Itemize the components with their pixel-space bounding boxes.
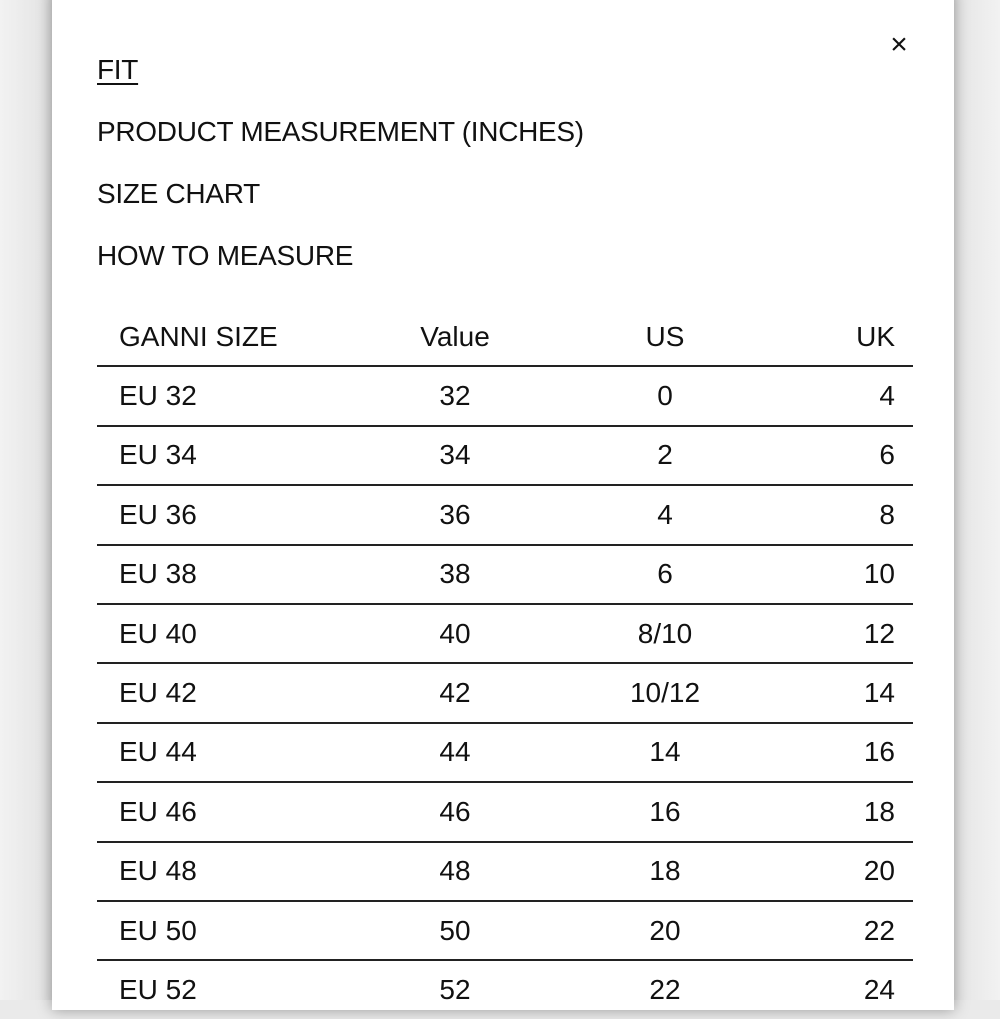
table-row: EU 40 40 8/10 12 <box>97 605 913 664</box>
cell-uk: 10 <box>863 558 895 590</box>
header-ganni-size: GANNI SIZE <box>119 320 278 352</box>
table-row: EU 38 38 6 10 <box>97 546 913 605</box>
cell-uk: 24 <box>863 973 895 1005</box>
cell-ganni-size: EU 32 <box>119 380 197 412</box>
tab-how-to-measure[interactable] <box>97 236 584 298</box>
tab-size-chart-label: SIZE CHART <box>97 178 260 209</box>
table-row: EU 44 44 14 16 <box>97 724 913 783</box>
table-row: EU 48 48 18 20 <box>97 843 913 902</box>
cell-uk: 4 <box>879 380 895 412</box>
cell-ganni-size: EU 38 <box>119 558 197 590</box>
cell-uk: 20 <box>863 855 895 887</box>
tab-fit-label: FIT <box>97 54 139 85</box>
cell-ganni-size: EU 44 <box>119 736 197 768</box>
cell-ganni-size: EU 52 <box>119 973 197 1005</box>
cell-ganni-size: EU 34 <box>119 439 197 471</box>
table-row: EU 50 50 20 22 <box>97 902 913 961</box>
cell-ganni-size: EU 40 <box>119 617 197 649</box>
cell-uk: 12 <box>863 617 895 649</box>
table-row: EU 36 36 4 8 <box>97 486 913 545</box>
table-row: EU 34 34 2 6 <box>97 427 913 486</box>
tab-product-measurement-label: PRODUCT MEASUREMENT (INCHES) <box>97 116 584 147</box>
cell-uk: 6 <box>879 439 895 471</box>
size-table <box>97 308 913 1019</box>
table-row: EU 42 42 10/12 14 <box>97 664 913 723</box>
header-uk: UK <box>856 320 895 352</box>
size-guide-tabs <box>97 50 584 298</box>
cell-ganni-size: EU 46 <box>119 795 197 827</box>
tab-product-measurement[interactable] <box>97 112 584 174</box>
cell-ganni-size: EU 50 <box>119 914 197 946</box>
table-row: EU 52 52 22 24 <box>119 973 895 1005</box>
tab-size-chart[interactable] <box>97 174 584 236</box>
cell-ganni-size: EU 36 <box>119 498 197 530</box>
cell-uk: 22 <box>863 914 895 946</box>
cell-uk: 14 <box>863 677 895 709</box>
table-row: EU 46 46 16 18 <box>97 783 913 842</box>
cell-ganni-size: EU 42 <box>119 677 197 709</box>
table-row: EU 32 32 0 4 <box>97 367 913 426</box>
table-header-row: GANNI SIZE Value US UK <box>97 308 913 367</box>
size-guide-modal <box>52 0 954 1010</box>
cell-ganni-size: EU 48 <box>119 855 197 887</box>
close-icon[interactable]: × <box>890 28 908 61</box>
tab-fit[interactable] <box>97 50 584 112</box>
cell-uk: 8 <box>879 498 895 530</box>
tab-how-to-measure-label: HOW TO MEASURE <box>97 240 354 271</box>
cell-uk: 18 <box>863 795 895 827</box>
cell-uk: 16 <box>863 736 895 768</box>
